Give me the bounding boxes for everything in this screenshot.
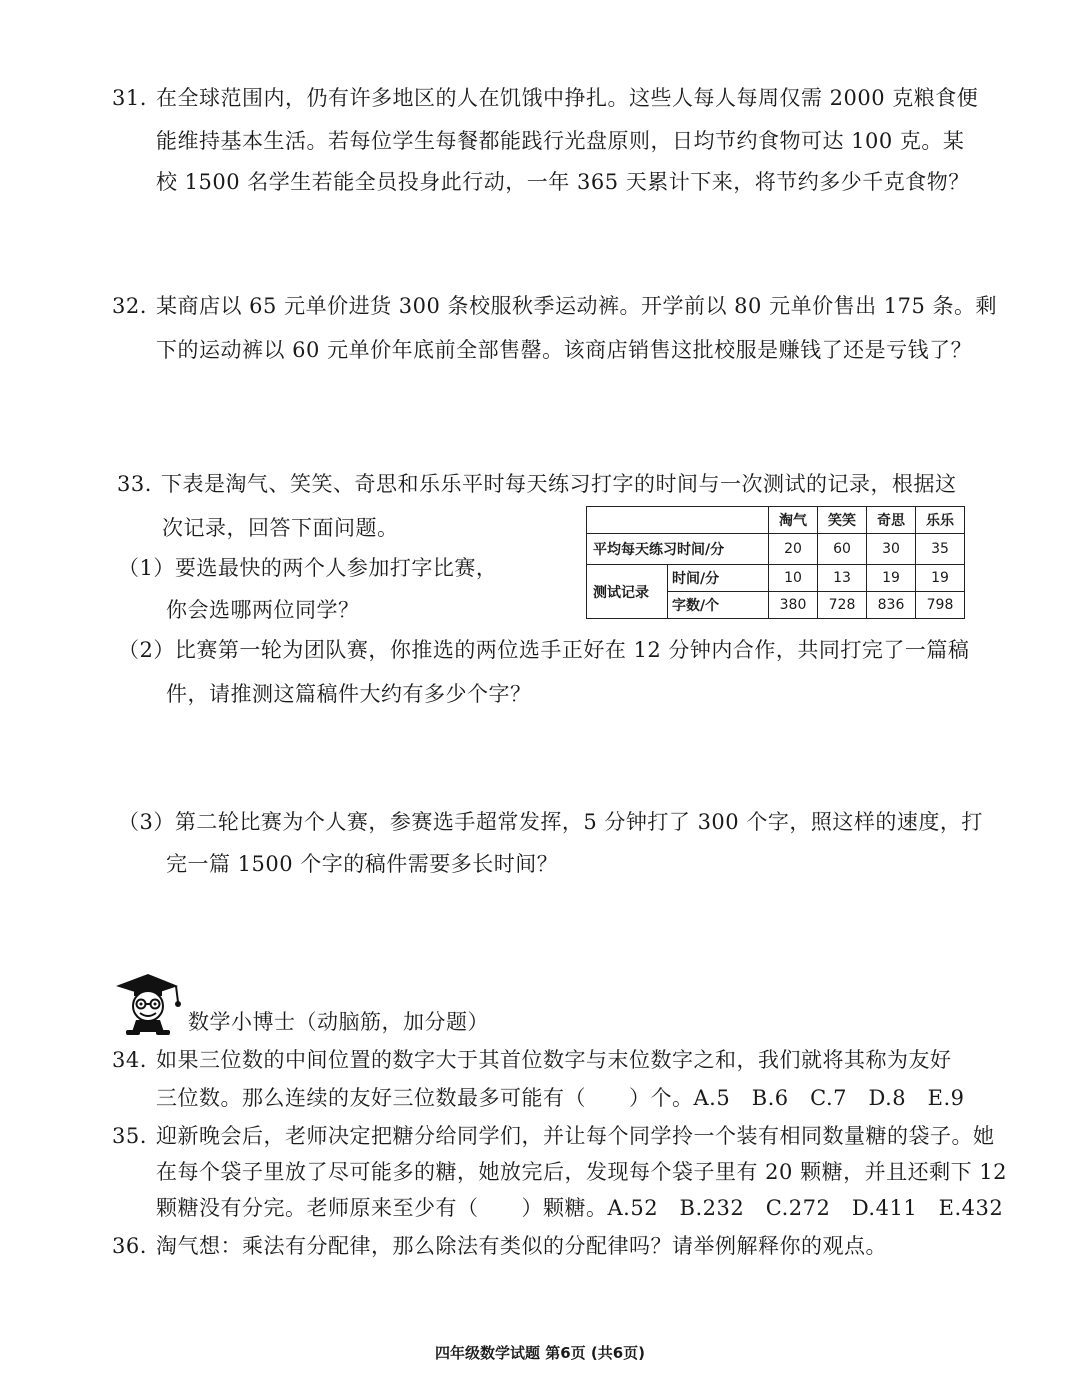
table-row: [587, 565, 965, 592]
table-cell: 728: [818, 592, 867, 619]
question-34-line-2: 三位数。那么连续的友好三位数最多可能有（ ）个。A.5 B.6 C.7 D.8 E.9: [156, 1086, 965, 1110]
question-33-sub-2b: 件，请推测这篇稿件大约有多少个字？: [166, 682, 532, 706]
table-cell: 798: [916, 592, 965, 619]
question-31-line-3: 校 1500 名学生若能全员投身此行动，一年 365 天累计下来，将节约多少千克食物？: [156, 170, 970, 194]
table-cell: 20: [769, 534, 818, 565]
table-cell: 19: [916, 565, 965, 592]
time-label-cell: 时间/分: [668, 565, 769, 592]
question-32-line-1: 32. 某商店以 65 元单价进货 300 条校服秋季运动裤。开学前以 80 元单价售出 175 条。剩: [112, 294, 998, 318]
table-header-cell: 奇思: [867, 507, 916, 534]
table-header-cell: 笑笑: [818, 507, 867, 534]
typing-record-table: [586, 506, 965, 619]
question-33-sub-1a: （1）要选最快的两个人参加打字比赛，: [118, 556, 498, 580]
question-number: 32.: [112, 294, 147, 318]
math-doctor-mascot-icon: [112, 968, 182, 1038]
table-cell: 35: [916, 534, 965, 565]
question-35-line-3: 颗糖没有分完。老师原来至少有（ ）颗糖。A.52 B.232 C.272 D.411 E.432: [156, 1196, 1004, 1220]
question-35-line-2: 在每个袋子里放了尽可能多的糖，她放完后，发现每个袋子里有 20 颗糖，并且还剩下 12: [156, 1160, 1007, 1184]
question-33-sub-1b: 你会选哪两位同学？: [166, 598, 360, 622]
question-36-line-1: 36. 淘气想：乘法有分配律，那么除法有类似的分配律吗？请举例解释你的观点。: [112, 1234, 887, 1258]
question-number: 34.: [112, 1048, 147, 1072]
question-34-line-1: 34. 如果三位数的中间位置的数字大于其首位数字与末位数字之和，我们就将其称为友好: [112, 1048, 952, 1072]
table-corner-cell: [587, 507, 769, 534]
table-cell: 380: [769, 592, 818, 619]
test-record-label-cell: 测试记录: [587, 565, 668, 619]
table-cell: 836: [867, 592, 916, 619]
question-31-line-1: 31. 在全球范围内，仍有许多地区的人在饥饿中挣扎。这些人每人每周仅需 2000 克粮食便: [112, 86, 979, 110]
table-cell: 60: [818, 534, 867, 565]
question-33-line-1: 33. 下表是淘气、笑笑、奇思和乐乐平时每天练习打字的时间与一次测试的记录，根据这: [117, 472, 957, 496]
table-header-cell: 乐乐: [916, 507, 965, 534]
question-number: 35.: [112, 1124, 147, 1148]
table-row: [587, 534, 965, 565]
page-footer: 四年级数学试题 第6页 (共6页): [434, 1344, 646, 1362]
table-cell: 30: [867, 534, 916, 565]
question-number: 31.: [112, 86, 147, 110]
section-title: 数学小博士（动脑筋，加分题）: [188, 1010, 489, 1034]
practice-label-cell: 平均每天练习时间/分: [587, 534, 769, 565]
table-header-cell: 淘气: [769, 507, 818, 534]
question-32-line-2: 下的运动裤以 60 元单价年底前全部售罄。该商店销售这批校服是赚钱了还是亏钱了？: [156, 338, 973, 362]
table-header-row: [587, 507, 965, 534]
table-cell: 10: [769, 565, 818, 592]
question-number: 36.: [112, 1234, 147, 1258]
table-cell: 13: [818, 565, 867, 592]
question-31-line-2: 能维持基本生活。若每位学生每餐都能践行光盘原则，日均节约食物可达 100 克。某: [156, 129, 965, 153]
question-35-line-1: 35. 迎新晚会后，老师决定把糖分给同学们，并让每个同学拎一个装有相同数量糖的袋子。她: [112, 1124, 995, 1148]
question-33-line-2: 次记录，回答下面问题。: [162, 516, 399, 540]
question-33-sub-3b: 完一篇 1500 个字的稿件需要多长时间？: [166, 852, 559, 876]
question-33-sub-2a: （2）比赛第一轮为团队赛，你推选的两位选手正好在 12 分钟内合作，共同打完了一篇稿: [118, 638, 970, 662]
question-number: 33.: [117, 472, 152, 496]
question-33-sub-3a: （3）第二轮比赛为个人赛，参赛选手超常发挥，5 分钟打了 300 个字，照这样的速度，打: [118, 810, 983, 834]
words-label-cell: 字数/个: [668, 592, 769, 619]
table-cell: 19: [867, 565, 916, 592]
